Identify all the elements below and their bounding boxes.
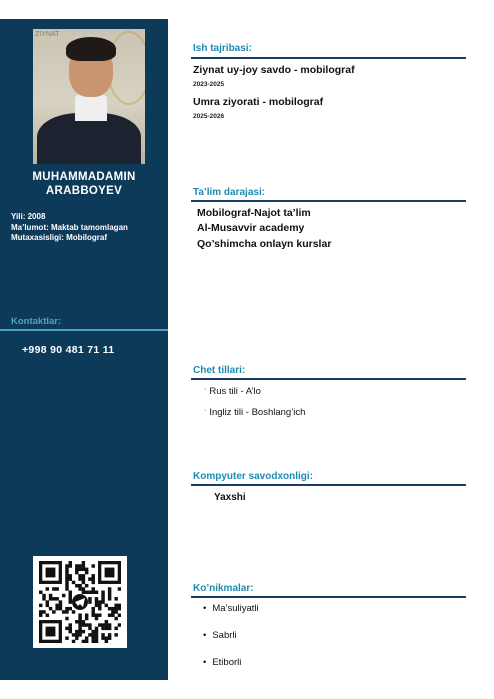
photo-watermark: ZIYNAT (35, 31, 60, 38)
contacts-divider (0, 329, 168, 331)
language-item: · Rus tili - A’lo (204, 386, 261, 397)
language-item: · Ingliz tili - Boshlang’ich (204, 407, 306, 418)
skills-divider (191, 596, 466, 598)
experience-title: Ish tajribasi: (193, 43, 252, 54)
computer-title: Kompyuter savodxonligi: (193, 471, 314, 482)
skill-label: Sabrli (212, 630, 237, 641)
phone-number[interactable]: +998 90 481 71 11 (22, 344, 115, 356)
education-item-2: Al-Musavvir academy (197, 222, 305, 234)
info-education: Ma’lumot: Maktab tamomlagan (11, 222, 128, 232)
language-label: Ingliz tili - Boshlang’ich (209, 407, 306, 418)
education-title: Ta’lim darajasi: (193, 187, 266, 198)
job-1-years: 2023-2025 (193, 81, 225, 88)
person-name (0, 170, 168, 198)
info-year: Yili: 2008 (11, 212, 46, 221)
skill-label: Ma’suliyatli (212, 603, 259, 614)
info-specialty: Mutaxasisligi: Mobilograf (11, 233, 108, 242)
skill-item: • Sabrli (203, 630, 237, 641)
languages-divider (191, 378, 466, 380)
languages-title: Chet tillari: (193, 365, 246, 376)
job-2-years: 2025-2026 (193, 113, 225, 120)
name-last: ARABBOYEV (45, 185, 123, 197)
personal-info (11, 212, 128, 244)
contacts-title: Kontaktlar: (11, 316, 62, 327)
qr-code[interactable] (33, 556, 127, 648)
education-item-3: Qo’shimcha onlayn kurslar (197, 238, 332, 250)
experience-divider (191, 57, 466, 59)
job-1-role: Ziynat uy-joy savdo - mobilograf (193, 64, 355, 76)
skill-item: • Ma’suliyatli (203, 603, 259, 614)
name-first: MUHAMMADAMIN (32, 171, 136, 183)
job-2-role: Umra ziyorati - mobilograf (193, 96, 324, 108)
skill-label: Etiborli (212, 657, 242, 668)
education-divider (191, 200, 466, 202)
education-item-1: Mobilograf-Najot ta’lim (197, 207, 311, 219)
skill-item: • Etiborli (203, 657, 242, 668)
computer-divider (191, 484, 466, 486)
computer-level: Yaxshi (214, 492, 246, 503)
skills-title: Ko’nikmalar: (193, 583, 254, 594)
profile-photo (33, 29, 145, 164)
qr-pattern (39, 561, 121, 643)
language-label: Rus tili - A’lo (209, 386, 261, 397)
